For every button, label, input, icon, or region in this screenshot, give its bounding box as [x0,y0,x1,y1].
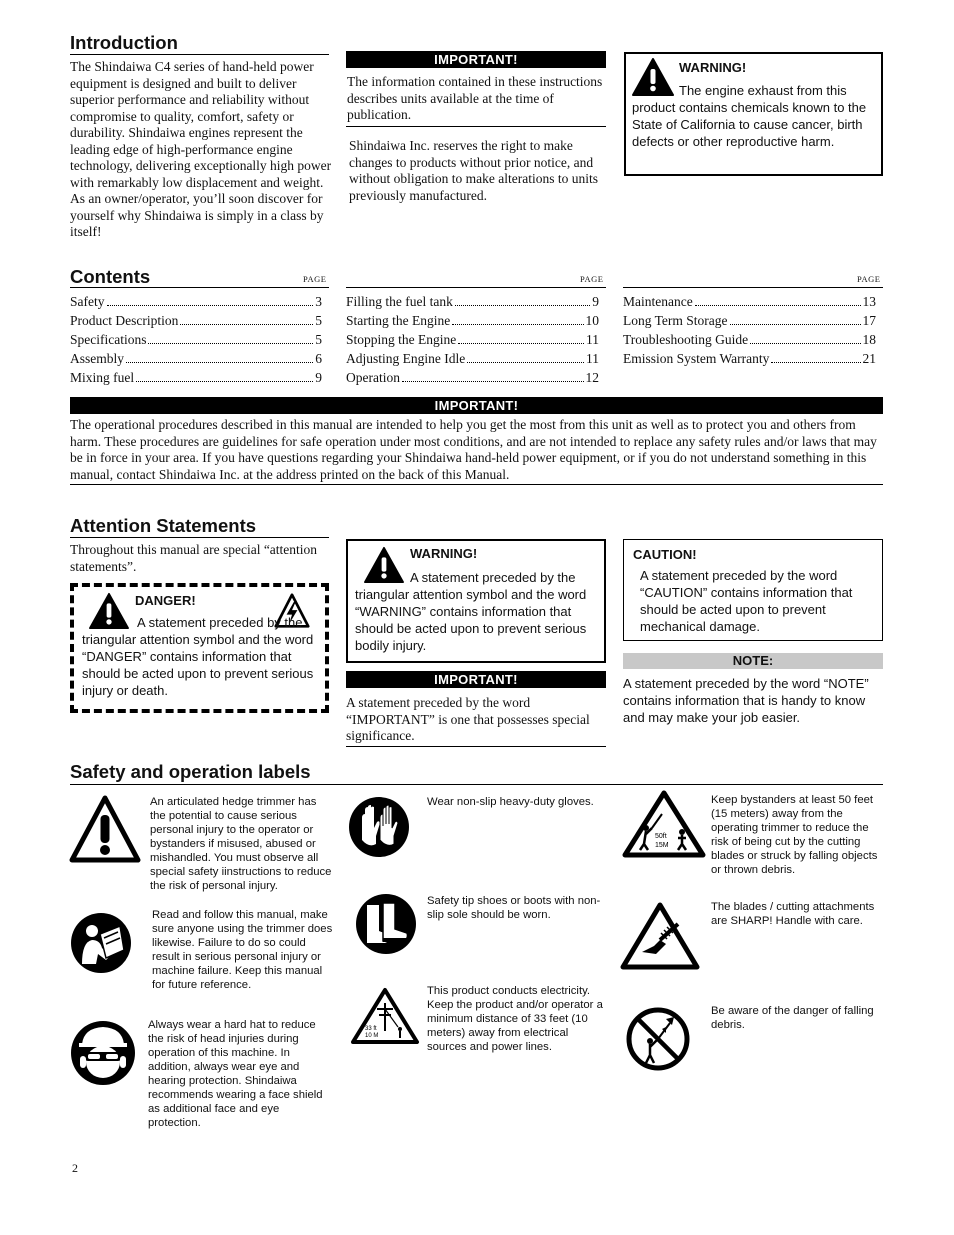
divider [70,784,883,785]
safety-label-text: Wear non-slip heavy-duty gloves. [427,796,594,808]
note-text: A statement preceded by the word “NOTE” contains information that is handy to know and may make your job easier. [623,676,869,725]
falling-debris-icon [626,1007,690,1071]
danger-box [70,583,329,713]
safety-label-text: Safety tip shoes or boots with non-slip sole should be worn. [427,895,601,921]
page-column-label: PAGE [303,274,327,284]
warning-label: WARNING! [679,60,747,75]
warning-box [624,52,883,176]
divider [623,287,883,288]
divider [346,746,606,747]
important-bar: IMPORTANT! [346,51,606,68]
page-number: 2 [72,1161,78,1175]
toc-entry[interactable]: Assembly 6 [70,351,322,366]
attention-triangle-icon [69,795,141,863]
introduction-heading: Introduction [70,32,178,53]
bystander-distance-icon [622,790,706,858]
toc-entry[interactable]: Troubleshooting Guide 18 [623,332,876,347]
safety-label-text: This product conducts electricity. Keep the product and/or operator a minimum distance of 33 feet (10 meters) away from electrical sources and power lines. [427,985,603,1053]
toc-entry[interactable]: Long Term Storage 17 [623,313,876,328]
toc-entry[interactable]: Mixing fuel 9 [70,370,322,385]
contents-heading: Contents [70,266,151,287]
toc-entry[interactable]: Starting the Engine 10 [346,313,599,328]
divider [70,484,883,485]
safety-label-text: The blades / cutting attachments are SHARP! Handle with care. [711,901,875,927]
danger-text: A statement preceded by the triangular attention symbol and the word “DANGER” contains information that should be acted upon to prevent serious injury or death. [82,615,314,698]
introduction-body: The Shindaiwa C4 series of hand-held power equipment is designed and built to deliver superior performance and reliability without compromise to quality, comfort, safety or durability. Shindaiwa engines represent the leading edge of high-performance engine technology, delivering exceptionally high power with remarkably low displacement and weight. As an owner/operator, you’ll soon discover for yourself why Shindaiwa is simply in a class by itself! [70,59,332,239]
svg-text:50ft: 50ft [655,833,667,840]
danger-label: DANGER! [135,593,196,608]
divider [70,287,329,288]
read-manual-icon [70,912,132,974]
important-text: The operational procedures described in this manual are intended to help you get the most from this unit as well as to protect you and others from harm. These procedures are guidelines for safe operation under most conditions, and are not intended to replace any safety rules and/or laws that may be in force in your area. If you have questions regarding your Shindaiwa hand-held power equipment, or if you do not understand something in this manual, contact Shindaiwa Inc. at the address printed on the back of this Manual. [70,417,877,482]
divider [70,54,329,55]
attention-intro: Throughout this manual are special “attention statements”. [70,542,318,574]
safety-label-text: Be aware of the danger of falling debris. [711,1005,874,1031]
hard-hat-icon [70,1020,136,1086]
divider [346,126,606,127]
toc-entry[interactable]: Maintenance 13 [623,294,876,309]
svg-text:10 M: 10 M [365,1033,379,1039]
safety-label-text: Read and follow this manual, make sure anyone using the trimmer does likewise. Failure to do so could result in serious personal injury or machine failure. Keep this manual for future reference. [152,909,333,991]
safety-label-text: Keep bystanders at least 50 feet (15 meters) away from the operating trimmer to reduce the risk of being cut by the cutting blades or struck by falling objects or thrown debris. [711,794,878,876]
safety-label-text: Always wear a hard hat to reduce the risk of head injuries during operation of this machine. In addition, always wear eye and hearing protection. Shindaiwa recommends wearing a face shield as additional face and eye protection. [148,1019,323,1129]
sign-distance-text: 33 ft [365,1026,377,1032]
note-bar: NOTE: [623,653,883,669]
electricity-icon [350,987,420,1045]
warning-box [346,539,606,663]
divider [346,287,606,288]
svg-text:15M: 15M [655,842,669,849]
important-bar: IMPORTANT! [346,671,606,688]
safety-label-text: An articulated hedge trimmer has the potential to cause serious personal injury to the operator or bystanders if misused, abused or mishandled. You must observe all special safety iinstructions to reduce the risk of personal injury. [150,796,332,892]
page-column-label: PAGE [857,274,881,284]
gloves-icon [348,796,410,858]
toc-entry[interactable]: Emission System Warranty 21 [623,351,876,366]
page-column-label: PAGE [580,274,604,284]
toc-column-2 [346,294,599,389]
toc-entry[interactable]: Product Description 5 [70,313,322,328]
toc-entry[interactable]: Operation 12 [346,370,599,385]
caution-label: CAUTION! [633,547,697,562]
safety-labels-heading: Safety and operation labels [70,761,311,782]
toc-entry[interactable]: Stopping the Engine 11 [346,332,599,347]
toc-entry[interactable]: Filling the fuel tank 9 [346,294,599,309]
attention-heading: Attention Statements [70,515,257,536]
sharp-blade-icon [620,902,700,970]
warning-label: WARNING! [410,546,478,561]
caution-text: A statement preceded by the word “CAUTION” contains information that should be acted upon to prevent mechanical damage. [640,568,853,634]
toc-entry[interactable]: Specifications 5 [70,332,322,347]
warning-text: A statement preceded by the triangular attention symbol and the word “WARNING” contains information that should be acted upon to prevent serious bodily injury. [355,570,587,653]
important-text: A statement preceded by the word “IMPORTANT” is one that possesses special significance. [346,695,590,743]
divider [70,537,329,538]
caution-box [623,539,883,641]
important-text-2: Shindaiwa Inc. reserves the right to make changes to products without prior notice, and without obligation to make alterations to units previously manufactured. [349,138,598,203]
toc-entry[interactable]: Adjusting Engine Idle 11 [346,351,599,366]
boots-icon [355,893,417,955]
toc-column-3 [623,294,876,370]
toc-entry[interactable]: Safety 3 [70,294,322,309]
important-text-1: The information contained in these instructions describes units available at the time of publication. [347,74,603,122]
warning-text: The engine exhaust from this product contains chemicals known to the State of California to cause cancer, birth defects or other reproductive harm. [632,83,867,149]
important-bar: IMPORTANT! [70,397,883,414]
toc-column-1 [70,294,322,389]
